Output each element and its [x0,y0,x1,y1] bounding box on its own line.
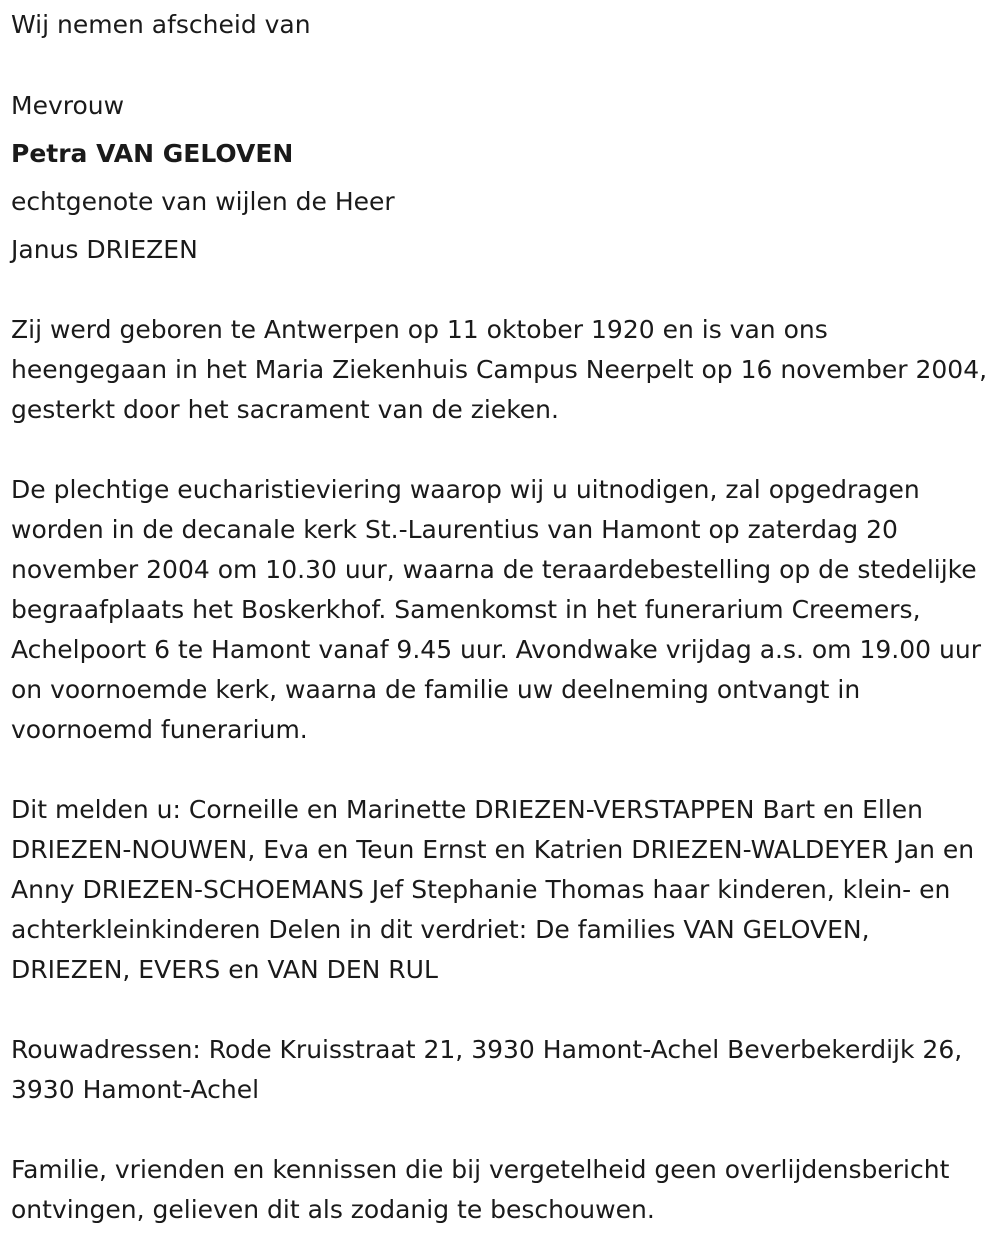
deceased-name: Petra VAN GELOVEN [11,139,294,168]
family-paragraph: Dit melden u: Corneille en Marinette DRIEZEN-VERSTAPPEN Bart en Ellen DRIEZEN-NOUWEN, Eva en Teun Ernst en Katrien DRIEZEN-WALDEYER Jan en Anny DRIEZEN-SCHOEMANS Jef Stephanie Thomas haar kinderen, klein- en achterkleinkinderen Delen in dit verdriet: De families VAN GELOVEN, DRIEZEN, EVERS en VAN DEN RUL [11,795,975,984]
honorific: Mevrouw [11,91,125,120]
birth-death-paragraph: Zij werd geboren te Antwerpen op 11 oktober 1920 en is van ons heengegaan in het Maria Ziekenhuis Campus Neerpelt op 16 november 2004, gesterkt door het sacrament van de zieken. [11,315,988,424]
ceremony-paragraph: De plechtige eucharistieviering waarop wij u uitnodigen, zal opgedragen worden in de decanale kerk St.-Laurentius van Hamont op zaterdag 20 november 2004 om 10.30 uur, waarna de teraardebestelling op de stedelijke begraafplaats het Boskerkhof. Samenkomst in het funerarium Creemers, Achelpoort 6 te Hamont vanaf 9.45 uur. Avondwake vrijdag a.s. om 19.00 uur on voornoemde kerk, waarna de familie uw deelneming ontvangt in voornoemd funerarium. [11,475,981,744]
intro-text: Wij nemen afscheid van [11,10,311,39]
relation-text: echtgenote van wijlen de Heer [11,187,395,216]
closing-paragraph: Familie, vrienden en kennissen die bij vergetelheid geen overlijdensbericht ontvingen, gelieven dit als zodanig te beschouwen. [11,1155,950,1224]
spouse-name: Janus DRIEZEN [11,235,198,264]
addresses-paragraph: Rouwadressen: Rode Kruisstraat 21, 3930 Hamont-Achel Beverbekerdijk 26, 3930 Hamont-Achel [11,1035,963,1104]
